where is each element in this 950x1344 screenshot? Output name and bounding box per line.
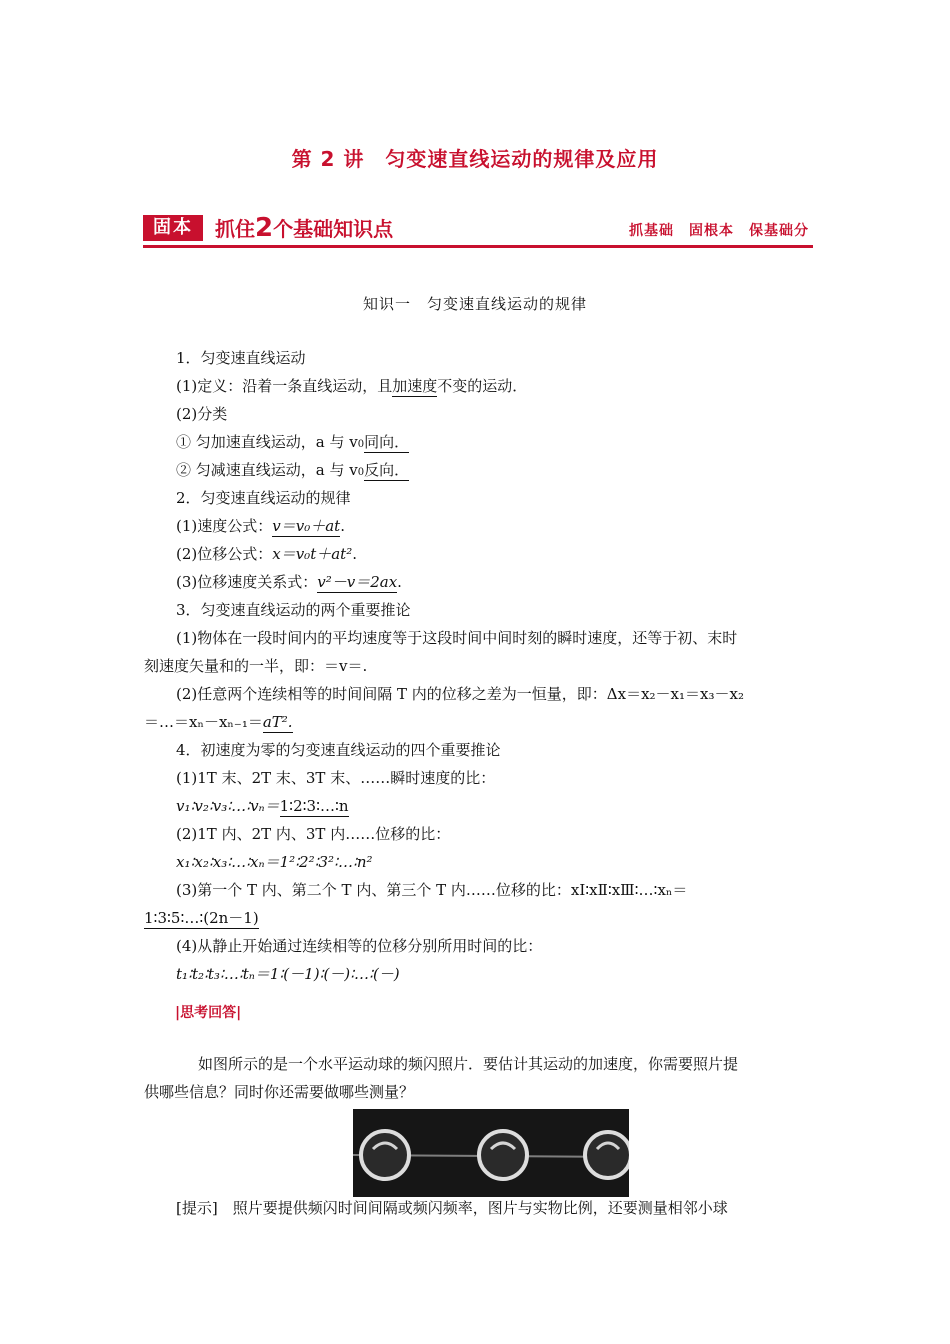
page-title: 第 2 讲 匀变速直线运动的规律及应用	[291, 147, 659, 171]
s4-heading: 4．初速度为零的匀变速直线运动的四个重要推论	[176, 741, 501, 759]
s3-heading: 3．匀变速直线运动的两个重要推论	[176, 601, 411, 619]
s1-case-accel: ① 匀加速直线运动，a 与 v0同向．	[176, 433, 410, 451]
banner-tag: 固本	[143, 215, 203, 241]
s4-q3-answer: 1∶3∶5∶…∶(2n－1)	[144, 909, 259, 927]
s4-q2: (2)1T 内、2T 内、3T 内……位移的比：	[176, 825, 451, 843]
s4-q1: (1)1T 末、2T 末、3T 末、……瞬时速度的比：	[176, 769, 496, 787]
s4-q1-formula: v₁∶v₂∶v₃∶…∶vₙ＝1∶2∶3∶…∶n	[176, 797, 349, 815]
section-title: 知识一 匀变速直线运动的规律	[362, 295, 587, 313]
s1-case-decel: ② 匀减速直线运动，a 与 v0反向．	[176, 461, 410, 479]
ball-3	[585, 1132, 629, 1178]
s3-inference-1b: 刻速度矢量和的一半，即：＝v＝.	[144, 657, 368, 675]
section-banner	[143, 212, 813, 248]
s3-inference-2a: (2)任意两个连续相等的时间间隔 T 内的位移之差为一恒量，即：Δx＝x₂－x₁＝x₃－x₂	[176, 685, 744, 703]
s4-q4-formula: t₁∶t₂∶t₃∶…∶tₙ＝1∶(－1)∶(－)∶…∶(－)	[176, 965, 400, 983]
banner-slogan: 抓基础 固根本 保基础分	[629, 223, 809, 239]
strobe-photo	[353, 1109, 629, 1197]
s4-q4: (4)从静止开始通过连续相等的位移分别所用时间的比：	[176, 937, 543, 955]
s1-definition: (1)定义：沿着一条直线运动，且加速度不变的运动．	[176, 377, 528, 395]
banner-title: 抓住2个基础知识点	[215, 213, 394, 243]
s1-heading: 1．匀变速直线运动	[176, 349, 306, 367]
think-answer-label: |思考回答|	[175, 1005, 242, 1021]
ball-2	[479, 1131, 527, 1179]
s3-inference-2b: ＝…＝xₙ－xₙ₋₁＝aT².	[144, 713, 293, 731]
s2-velocity-formula: (1)速度公式：v＝v₀＋at.	[176, 517, 345, 535]
s4-q3: (3)第一个 T 内、第二个 T 内、第三个 T 内……位移的比：xⅠ∶xⅡ∶xⅢ∶…∶xₙ＝	[176, 881, 688, 899]
s3-inference-1a: (1)物体在一段时间内的平均速度等于这段时间中间时刻的瞬时速度，还等于初、末时	[176, 629, 738, 647]
question-line-2: 供哪些信息？同时你还需要做哪些测量？	[144, 1083, 415, 1101]
ball-1	[361, 1131, 409, 1179]
s2-heading: 2．匀变速直线运动的规律	[176, 489, 351, 507]
s2-velocity-displacement: (3)位移速度关系式：v²－v＝2ax.	[176, 573, 402, 591]
s4-q2-formula: x₁∶x₂∶x₃∶…∶xₙ＝1²∶2²∶3²∶…∶n²	[176, 853, 373, 871]
s2-displacement-formula: (2)位移公式：x＝v₀t＋at².	[176, 545, 357, 563]
question-line-1: 如图所示的是一个水平运动球的频闪照片．要估计其运动的加速度，你需要照片提	[198, 1055, 739, 1073]
hint-line: [提示] 照片要提供频闪时间间隔或频闪频率，图片与实物比例，还要测量相邻小球	[176, 1199, 728, 1217]
s1-classification: (2)分类	[176, 405, 228, 423]
